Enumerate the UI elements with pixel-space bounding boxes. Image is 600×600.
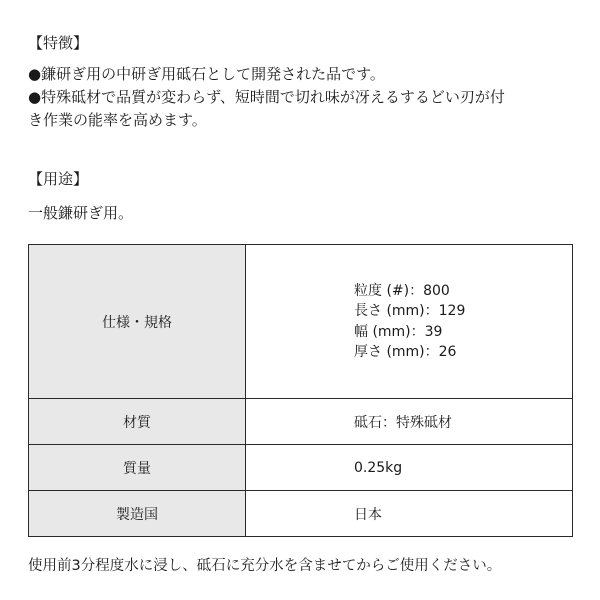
usage-heading: 【用途】 — [28, 170, 89, 188]
spec-thickness: 厚さ (mm)：26 — [354, 344, 457, 360]
feature-item-development: ●鎌研ぎ用の中研ぎ用砥石として開発された品です。 — [28, 65, 385, 83]
spec-length: 長さ (mm)：129 — [354, 303, 466, 319]
spec-label-specification: 仕様・規格 — [29, 245, 246, 399]
usage-text: 一般鎌研ぎ用。 — [28, 204, 134, 222]
spec-row-specification — [29, 245, 573, 399]
spec-value-origin: 日本 — [246, 491, 573, 537]
usage-instruction-note: 使用前3分程度水に浸し、砥石に充分水を含ませてからご使用ください。 — [28, 558, 502, 574]
spec-value-specification — [246, 245, 573, 399]
spec-value-material: 砥石：特殊砥材 — [246, 399, 573, 445]
spec-table — [28, 244, 573, 537]
spec-label-material: 材質 — [29, 399, 246, 445]
spec-width: 幅 (mm)：39 — [354, 323, 443, 340]
spec-row-weight — [29, 445, 573, 491]
spec-label-weight: 質量 — [29, 445, 246, 491]
spec-label-origin: 製造国 — [29, 491, 246, 537]
feature-item-abrasive: ●特殊砥材で品質が変わらず、短時間で切れ味が冴えるするどい刃が付 — [28, 88, 505, 106]
features-heading: 【特徴】 — [28, 34, 89, 52]
spec-row-origin — [29, 491, 573, 537]
spec-row-material — [29, 399, 573, 445]
spec-grit: 粒度 (#)：800 — [354, 282, 450, 299]
spec-value-weight: 0.25kg — [246, 445, 573, 491]
feature-item-abrasive-continued: き作業の能率を高めます。 — [28, 111, 207, 129]
